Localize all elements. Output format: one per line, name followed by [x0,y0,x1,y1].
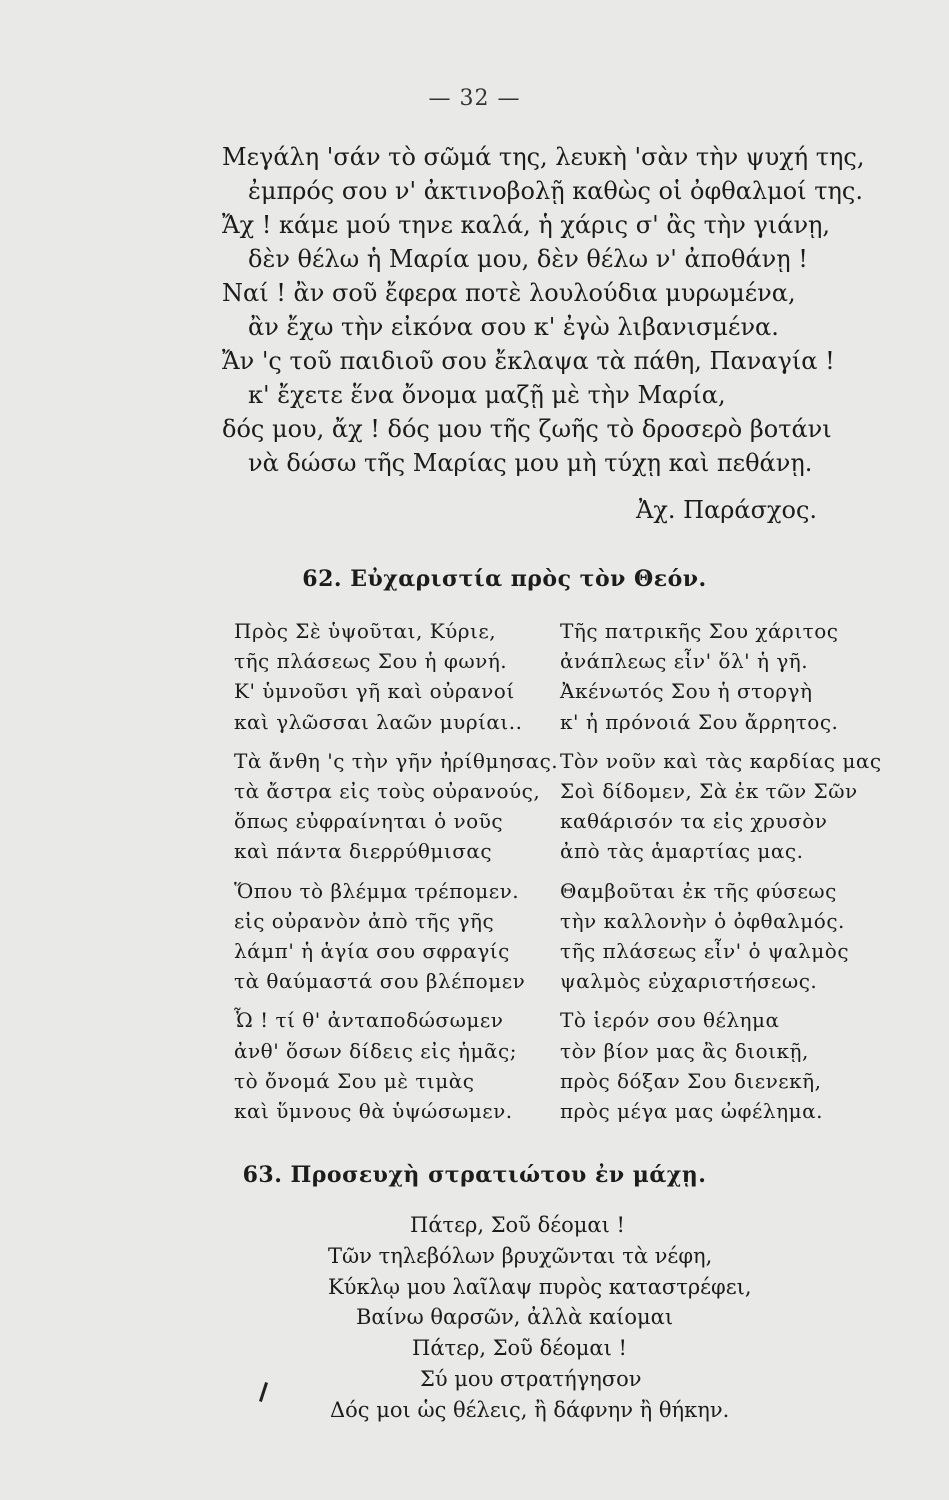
poem-line: δός μου, ἄχ ! δός μου τῆς ζωῆς τὸ δροσερὸ βοτάνι [222,415,832,443]
stanza [234,746,558,867]
page-number: — 32 — [428,86,521,111]
stanza [234,616,558,737]
poem-line: τὴν καλλονὴν ὁ ὀφθαλμός. [560,908,845,933]
poem-column-right [560,616,882,1135]
poem-line: Πρὸς Σὲ ὑψοῦται, Κύριε, [234,619,497,643]
stanza [234,876,558,997]
stanza [234,1005,558,1126]
poem-line: Ἄν 'ς τοῦ παιδιοῦ σου ἔκλαψα τὰ πάθη, Παναγία ! [222,347,835,375]
poem-author: Ἀχ. Παράσχος. [636,496,818,524]
poem-line: Θαμβοῦται ἐκ τῆς φύσεως [560,878,837,903]
poem-line: Κύκλῳ μου λαῖλαψ πυρὸς καταστρέφει, [328,1274,752,1299]
stanza [560,1005,882,1126]
poem-line: τῆς πλάσεως Σου ἡ φωνή. [234,649,508,674]
poem-line: ὅπως εὐφραίνηται ὁ νοῦς [234,809,504,834]
poem-line: καὶ ὕμνους θὰ ὑψώσωμεν. [234,1099,513,1124]
poem-line: δὲν θέλω ἡ Μαρία μου, δὲν θέλω ν' ἀποθάνῃ ! [248,245,808,273]
stanza [560,616,882,737]
poem-line: ψαλμὸς εὐχαριστήσεως. [560,969,818,994]
poem-line: Σοὶ δίδομεν, Σὰ ἐκ τῶν Σῶν [560,779,858,804]
poem-line: ἀνάπλεως εἶν' ὅλ' ἡ γῆ. [560,649,809,674]
poem-line: τὰ θαύμαστά σου βλέπομεν [234,969,526,994]
poem-line: Τὸν νοῦν καὶ τὰς καρδίας μας [560,748,882,773]
poem-line: τὰ ἄστρα εἰς τοὺς οὐρανούς, [234,779,541,804]
poem-line: καὶ πάντα διερρύθμισας [234,839,493,864]
poem-line: Δός μοι ὡς θέλεις, ἢ δάφνην ἢ θήκην. [330,1397,730,1422]
poem-column-left [234,616,558,1135]
poem-line: Βαίνω θαρσῶν, ἀλλὰ καίομαι [356,1305,674,1330]
poem-line: Ὅπου τὸ βλέμμα τρέπομεν. [234,878,520,903]
poem-line: καθάρισόν τα εἰς χρυσὸν [560,809,828,834]
section-heading-62: 62. Εὐχαριστία πρὸς τὸν Θεόν. [302,566,707,592]
poem-line: Ἀκένωτός Σου ἡ στοργὴ [560,679,813,704]
poem-line: λάμπ' ἡ ἁγία σου σφραγίς [234,939,510,964]
poem-line: Πάτερ, Σοῦ δέομαι ! [410,1213,625,1237]
poem-line: ἐμπρός σου ν' ἀκτινοβολῇ καθὼς οἱ ὀφθαλμοί της. [248,177,863,205]
poem-line: πρὸς δόξαν Σου διενεκῆ, [560,1068,822,1093]
poem-line: Τὸ ἱερόν σου θέλημα [560,1008,780,1033]
poem-line: Μεγάλη 'σάν τὸ σῶμά της, λευκὴ 'σὰν τὴν ψυχή της, [222,143,865,171]
poem-line: πρὸς μέγα μας ὠφέλημα. [560,1099,823,1124]
poem-line: νὰ δώσω τῆς Μαρίας μου μὴ τύχῃ καὶ πεθάνῃ. [248,449,813,477]
poem-line: Κ' ὑμνοῦσι γῆ καὶ οὐρανοί [234,679,515,704]
poem-bottom [0,1210,949,1426]
poem-line: Ἄχ ! κάμε μού τηνε καλά, ἡ χάρις σ' ἂς τὴν γιάνῃ, [222,211,831,239]
stanza [560,876,882,997]
stanza [560,746,882,867]
poem-line: ἂν ἔχω τὴν εἰκόνα σου κ' ἐγὼ λιβανισμένα. [248,313,779,341]
poem-line: Τὰ ἄνθη 'ς τὴν γῆν ἠρίθμησας. [234,748,559,773]
poem-line: Τῶν τηλεβόλων βρυχῶνται τὰ νέφη, [328,1243,713,1268]
poem-line: Ναί ! ἂν σοῦ ἔφερα ποτὲ λουλούδια μυρωμένα, [222,279,796,307]
poem-line: κ' ἔχετε ἕνα ὄνομα μαζῇ μὲ τὴν Μαρία, [248,381,726,409]
poem-line: ἀπὸ τὰς ἁμαρτίας μας. [560,839,804,864]
poem-line: καὶ γλῶσσαι λαῶν μυρίαι.. [234,709,523,734]
poem-line: εἰς οὐρανὸν ἀπὸ τῆς γῆς [234,908,495,933]
poem-line: ἀνθ' ὅσων δίδεις εἰς ἡμᾶς; [234,1038,517,1063]
poem-line: τῆς πλάσεως εἶν' ὁ ψαλμὸς [560,939,850,964]
poem-line: Σύ μου στρατήγησον [420,1366,642,1391]
poem-line: κ' ἡ πρόνοιά Σου ἄρρητος. [560,709,839,734]
section-heading-63: 63. Προσευχὴ στρατιώτου ἐν μάχῃ. [242,1162,707,1188]
poem-line: Ὦ ! τί θ' ἀνταποδώσωμεν [234,1008,504,1033]
poem-line: Πάτερ, Σοῦ δέομαι ! [412,1336,627,1361]
poem-line: Τῆς πατρικῆς Σου χάριτος [560,619,839,643]
poem-top [222,140,922,480]
poem-line: τὸ ὄνομά Σου μὲ τιμὰς [234,1068,475,1093]
poem-line: τὸν βίον μας ἂς διοικῇ, [560,1038,809,1063]
